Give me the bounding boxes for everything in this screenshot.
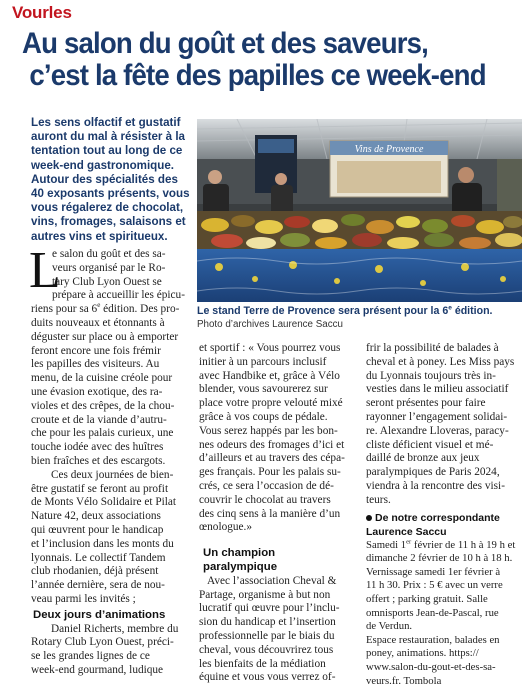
article-line: Rotary Club Lyon Ouest, préci- <box>31 636 191 650</box>
article-line: lyonnais. Le collectif Tandem <box>31 552 191 566</box>
banner-text: Vins de Provence <box>355 144 424 155</box>
article-line: che pour les palais curieux, une <box>31 427 191 441</box>
lead-line: Les sens olfactif et gustatif <box>31 116 194 130</box>
article-line: de Verdun. <box>366 620 524 634</box>
article-line: tary Club Lyon Ouest se <box>31 276 191 290</box>
article-line: les bienfaits de la médiation <box>199 658 359 672</box>
lead-line: vins, fromages, salaisons et <box>31 215 194 229</box>
article-line: dimanche 2 février de 10 h à 18 h. <box>366 552 524 566</box>
article-line: veau parmi les invités ; <box>31 593 191 607</box>
article-line: 11 h 30. Prix : 5 € avec un verre <box>366 579 524 593</box>
article-line: cheval et à poney. Les Miss pays <box>366 356 524 370</box>
article-line: les papilles des visiteurs. Au <box>31 358 191 372</box>
headline-line-1: Au salon du goût et des saveurs, <box>22 28 482 60</box>
article-line: club rhodanien, déjà présent <box>31 565 191 579</box>
lead-line: week-end gastronomique. <box>31 159 194 173</box>
article-line: poney, animations. https:// <box>366 647 524 661</box>
article-line: Nature 42, deux associations <box>31 510 191 524</box>
lead-line: 40 exposants présents, vous <box>31 187 194 201</box>
article-line: feront encore une fois frémir <box>31 345 191 359</box>
subheading-champion: Un champion <box>199 547 359 561</box>
article-line: et l’inclusion dans les monts du <box>31 538 191 552</box>
article-line: nes odeurs des fromages d’ici et <box>199 439 359 453</box>
article-line: grâce à vos coups de pédale. <box>199 411 359 425</box>
article-line: se les grandes lignes de ce <box>31 650 191 664</box>
article-line: être gustatif se feront au profit <box>31 483 191 497</box>
subheading-paralympique: paralympique <box>199 561 359 575</box>
article-line: déguster sur place ou à emporter <box>31 331 191 345</box>
article-line: l’année dernière, sera de nou- <box>31 579 191 593</box>
article-line: rayonner l’engagement solidai- <box>366 411 524 425</box>
article-line: du Lyonnais toujours très in- <box>366 370 524 384</box>
article-line: place votre propre velouté mixé <box>199 397 359 411</box>
drop-cap: L <box>29 245 61 297</box>
article-line: veurs organisé par le Ro- <box>31 262 191 276</box>
article-line: avec Handbike et, grâce à Vélo <box>199 370 359 384</box>
article-line: initier à un parcours inclusif <box>199 356 359 370</box>
article-line: lucratif qui œuvre pour l’inclu- <box>199 602 359 616</box>
headline-line-2: c’est la fête des papilles ce week-end <box>22 60 482 92</box>
article-line: prépare à accueillir les épicu- <box>31 289 191 303</box>
article-line: Ces deux journées de bien- <box>31 469 191 483</box>
article-line: crés, ce sera l’occasion de dé- <box>199 480 359 494</box>
article-line: croute et de la viande d’autru- <box>31 414 191 428</box>
lead-line: auront du mal à résister à la <box>31 130 194 144</box>
article-line: frir la possibilité de balades à <box>366 342 524 356</box>
dropcap-block <box>31 248 191 303</box>
article-line: Partage, organisme à but non <box>199 589 359 603</box>
article-line: de Monts Vélo Solidaire et Pilat <box>31 496 191 510</box>
lead-line: Autour des spécialités des <box>31 173 194 187</box>
section-label: Vourles <box>12 3 72 23</box>
article-column-2 <box>199 342 359 685</box>
article-line: œnologue.» <box>199 521 359 535</box>
article-line: blender, vous savourerez sur <box>199 383 359 397</box>
bullet-icon <box>366 515 372 521</box>
article-line: Daniel Richerts, membre du <box>31 623 191 637</box>
photo-caption <box>197 305 522 331</box>
byline-label: De notre correspondante <box>366 511 524 525</box>
article-line: violes et des crêpes, de la chou- <box>31 400 191 414</box>
article-column-3 <box>366 342 524 688</box>
article-line: sion du handicap et l’insertion <box>199 616 359 630</box>
article-line: Vernissage samedi 1er février à <box>366 566 524 580</box>
article-line: menu, de la cuisine créole pour <box>31 372 191 386</box>
article-line: veurs.fr. Tombola <box>366 675 524 688</box>
subheading-animations: Deux jours d’animations <box>31 609 191 623</box>
lead-line: vous régalerez de chocolat, <box>31 201 194 215</box>
article-line: touche iodée avec des huîtres <box>31 441 191 455</box>
article-line: duits nouveaux et étonnants à <box>31 317 191 331</box>
article-line: teurs. <box>366 494 524 508</box>
article-line: qui œuvrent pour le handicap <box>31 524 191 538</box>
lead-line: autres vins et spiritueux. <box>31 230 194 244</box>
article-line: Vous serez happés par les bon- <box>199 425 359 439</box>
article-line: www.salon-du-gout-et-des-sa- <box>366 661 524 675</box>
lead-line: tentation tout au long de ce <box>31 144 194 158</box>
article-line: e salon du goût et des sa- <box>31 248 191 262</box>
photo-credit: Photo d’archives Laurence Saccu <box>197 318 522 331</box>
article-column-1 <box>31 248 191 678</box>
caption-text: Le stand Terre de Provence sera présent pour la 6e édition. <box>197 305 522 318</box>
article-line: vesties dans le milieu associatif <box>366 383 524 397</box>
article-line: paralympiques de Paris 2024, <box>366 466 524 480</box>
article-line: bien fraîches et des escargots. <box>31 455 191 469</box>
article-line: week-end gourmand, ludique <box>31 664 191 678</box>
article-line: équine et vous vous verrez of- <box>199 671 359 685</box>
article-line: riens pour sa 6e édition. Des pro- <box>31 303 191 317</box>
article-line: re. Alexandre Lloveras, paracy- <box>366 425 524 439</box>
article-line: une évasion exotique, des ra- <box>31 386 191 400</box>
article-line: et sportif : « Vous pourrez vous <box>199 342 359 356</box>
info-line: Samedi 1er février de 11 h à 19 h et <box>366 539 524 553</box>
byline-name: Laurence Saccu <box>366 525 524 539</box>
article-line: Espace restauration, balades en <box>366 634 524 648</box>
article-line: des cinq sens à la manière d’un <box>199 508 359 522</box>
article-line: couvrir le chocolat au travers <box>199 494 359 508</box>
article-line: Avec l’association Cheval & <box>199 575 359 589</box>
article-line: daillé de bronze aux jeux <box>366 452 524 466</box>
article-line: professionnelle par le biais du <box>199 630 359 644</box>
headline <box>22 28 482 92</box>
article-line: offert ; parking gratuit. Salle <box>366 593 524 607</box>
article-line: ges français. Pour les palais su- <box>199 466 359 480</box>
article-line: cliste déficient visuel et mé- <box>366 439 524 453</box>
article-line: seront présentes pour faire <box>366 397 524 411</box>
article-line: d’ailleurs et au travers des cépa- <box>199 452 359 466</box>
article-line: viendra à la rencontre des visi- <box>366 480 524 494</box>
article-line: cheval, vous découvrirez tous <box>199 644 359 658</box>
article-line: omnisports Jean-de-Pascal, rue <box>366 607 524 621</box>
lead-paragraph <box>31 116 194 244</box>
stand-photo <box>197 119 522 302</box>
